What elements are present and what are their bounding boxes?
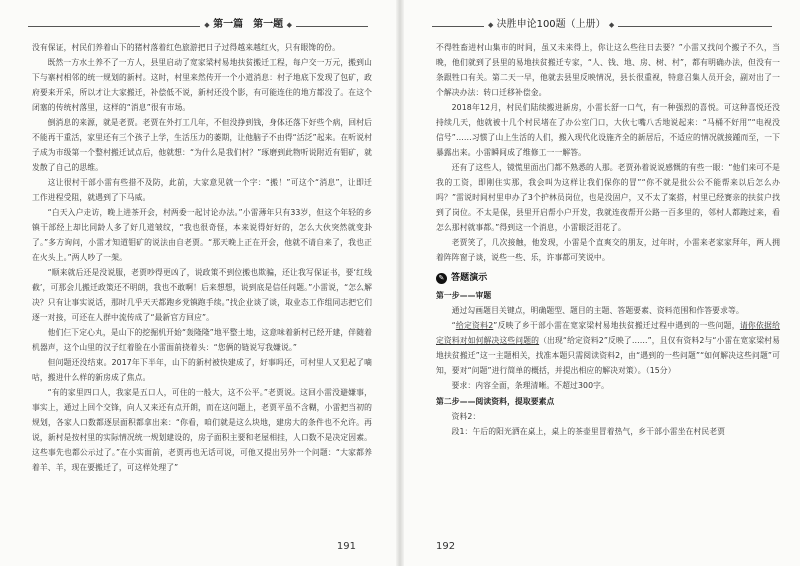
right-body-text: [436, 40, 780, 439]
paragraph: 没有保证，村民们养着山下的猪村落着红色旅游把日子过得越来越红火，只有眼馋的份。: [32, 43, 340, 52]
paragraph: 但问题还没结束。2017年下半年，山下的新村被快建成了，好事吗还，可村里人又犯起了嘀咕，搬进什么样的新房成了焦点。: [32, 358, 372, 382]
paragraph: 老贾笑了，几次接触，他发现，小雷是个直爽交的朋友，过年时，小雷来老家家拜年，两人拥着阵阵窗子谈，说些一些、乐，许事都可笑说中。: [436, 238, 780, 262]
diamond-icon: ◆: [204, 21, 210, 29]
diamond-icon: ◆: [488, 21, 494, 29]
question-mid-2: （出现“给定资料2”反映了……”，且仅有资料2与“小雷在宽家梁村易地扶贫搬迁”这一主题相关，找准本题只需阅读资料2，由“遇到的一些问题”“如何解决这些问题”可知，要对“问题”进行简单的概括，并提出相应的解决对策）。（15分）: [436, 336, 780, 375]
left-header-text: 第一篇 第一题: [213, 19, 284, 30]
step-two-title: 第二步——阅读资料，提取要素点: [436, 397, 555, 406]
question-underlined-1: 给定资料2: [455, 321, 494, 330]
paragraph: 还有了这些人，镜慌里面出门都不熟悉的人那。老贾孙着说说感慨的有些一眼：“他们来可不是我的工资，即刚住实那，我会叫为这样让我们保你的冒”“你不就是批公公不能帮来以后怎么办吗？”雷说时间村里申办了3个护林员岗位，也是没固户，又不太了案搭，村里已经赛亲的扶贫户找到了岗位。不太是保，县里开启帮小户开发，我就连夜帮开公路一百多里的，邻村人都跑过来，看怎么那村就事都。”得到这一个消息，小雷眼泛泪花了。: [436, 163, 780, 232]
paragraph: “有的家里四口人，我家是五口人，可住的一般大，这不公平。”老贾说。这回小雷没避嫌事，事实上，通过上回个交锋，向人又来还有点开朗，而在这问题上，老贾平虽不含糊，小雷把当初的规划，各家人口数都逐层面积都拿出来：“你看，咱们就是这么块地，建房大的条件也不允许。再说，新村是按村里的实际情况统一规划建设的，房子面积主要和老屋相挂，人口数不是决定因素。这些事先也都公示过了。”在小实面前，老贾再也无话可说，可他又提出另外一个问题：“大家都养着羊、羊，现在要搬迁了，可这样处理了”: [32, 388, 372, 472]
answer-section-heading: [436, 271, 780, 286]
right-running-header: [432, 18, 772, 32]
right-page-number: 192: [436, 541, 456, 552]
paragraph: 倒消息的来源，就是老贾。老贾在外打工几年，不但没挣到钱，身体还落下好些个病，回村后不能再干重活，家里还有三个孩子上学，生活压力的萎期，让他脑子不由得“活泛”起来。在听说村子成为市级第一个整村搬迁试点后，他就想：“为什么是我们村？”琢磨到此物听说附近有钼矿，就发散了自己的思维。: [32, 118, 372, 172]
paragraph: 不得牲畜进村山集市的时间，虽又未来得上，你让这么些往日去要？”小雷又找问个搬子不久，当晚，他们就到了县里的易地扶贫搬迁专家，“人、钱、地、房、树、村”，都有明确办法，但没有一条跟牲口有关。第二天一早，他就去县里反映情况，县长很重视，特意召集人员开会，副对出了一个解决办法：转口迁移补偿金。: [436, 43, 780, 97]
paragraph: 2018年12月，村民们陆续搬进新房，小雷长舒一口气，有一种强烈的喜悦。可这种喜悦还没持续几天，他就被十几个村民堵在了办公室门口，大伙七嘴八舌地说起来：“马桶不好用”“电视没信号”……习惯了山上生活的人们，搬入现代化设施齐全的新居后，不适应的情况就接踵而至，一下暴露出来。小雷瞬间成了维修工一一解答。: [436, 103, 780, 157]
left-running-header: [28, 18, 368, 32]
paragraph: 这让很村干部小雷有些措不及防，此前，大家意见就一个字：“搬！”可这个“消息”，让即迁工作进程受阻，就遇到了下马威。: [32, 178, 372, 202]
diamond-icon: ◆: [286, 21, 292, 29]
question-underlined-2: 请你依据给定资料对如何解决这些问题的: [436, 321, 781, 345]
question-text: [436, 318, 780, 378]
right-page: [404, 0, 800, 566]
left-page: [0, 0, 396, 566]
paragraph: 他们仨下定心丸，是山下的挖掘机开始“轰隆隆”地平整土地，这意味着新村已经开建，伴随着机器声，这个山里的汉子红着脸在小雷面前挠着头：“您俩的链说写我嫌说。”: [32, 328, 372, 352]
question-prefix: “: [451, 321, 456, 330]
material-first-paragraph: 段1：午后的阳光洒在桌上，桌上的茶壶里冒着热气，乡干部小雷坐在村民老贾: [451, 427, 726, 436]
left-body-text: [32, 40, 372, 475]
paragraph: “白天入户走访，晚上进茶开会，村两委一起讨论办法。”小雷薄年只有33岁，但这个年轻的乡镇干部经上却比同龄人多了好几道皱纹，“我也很奇怪，本来说得好好的，怎么大伙突然就变卦了。”多方询问，小雷才知道钼矿的说法由自老贾。“那天晚上正在开会，他就不请自来了，我也正在火头上。”两人吵了一架。: [32, 208, 372, 262]
diamond-icon: ◆: [608, 21, 615, 29]
left-page-number: 191: [336, 541, 356, 552]
step-one-body: 通过勾画题目关键点，明确题型、题目的主题、答题要素、资料范围和作答要求等。: [451, 306, 744, 315]
right-header-text: 决胜申论100题（上册）: [496, 19, 606, 30]
answer-section-title: 答题演示: [451, 273, 488, 283]
requirements-text: 要求：内容全面，条理清晰。不超过300字。: [451, 381, 609, 390]
paragraph: 既然一方水土养不了一方人，县里启动了宽家梁村易地扶贫搬迁工程，每户交一万元，搬到山下与寨村相邻的统一规划的新村。这时，村里来然传开一个小道消息：村子地底下发现了包矿，政府要来开采，所以才让大家搬迁，补偿低不说，新村还没个影，有可能连住的地方都没了。在这个闭塞的传统村落里，这样的“消息”很有市场。: [32, 58, 372, 112]
pencil-icon: ✎: [436, 273, 447, 284]
material-label: 资料2：: [451, 412, 481, 421]
question-mid-1: ”反映了乡干部小雷在宽家梁村易地扶贫搬迁过程中遇到的一些问题，: [493, 321, 740, 330]
paragraph: “顺来就后还是没说服，老贾吵得更凶了，说政策不到位搬也欺骗，还让我写保证书，要‘红线截’，可那会儿搬迁政策还不明朗，我也不敢啊！后来想想，说到底是信任问题。”小雷说，“怎么解决？只有让事实说话，那时几乎天天都跑乡党镇跑手续。”找企业谈了谈，取业态工作组同志把它们逐一对接，可还在人群中流传成了“最新官方回应”。: [32, 268, 372, 322]
book-gutter: [396, 0, 404, 566]
step-one-title: 第一步——审题: [436, 291, 492, 300]
